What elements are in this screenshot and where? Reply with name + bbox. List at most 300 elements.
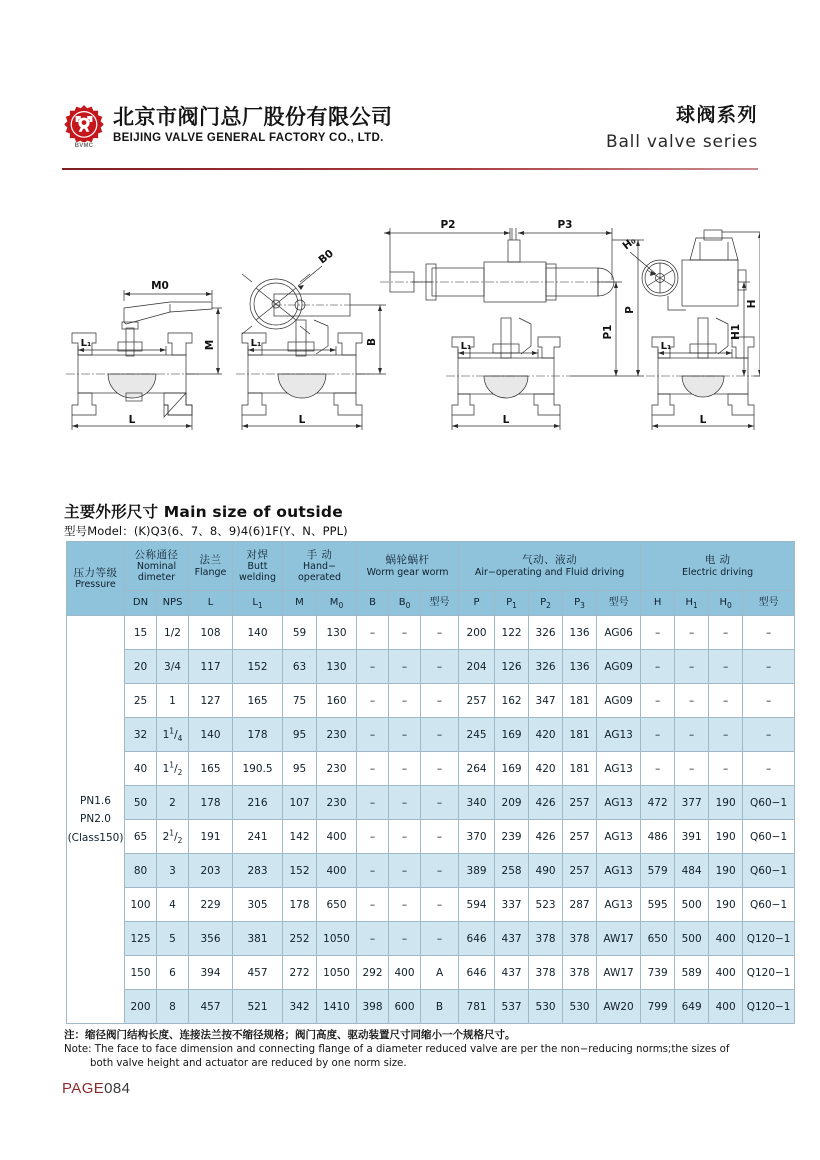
table-row	[67, 684, 795, 718]
series-title-block	[606, 106, 758, 151]
cell-nps: $2^1/_2$	[157, 820, 189, 854]
dim-label-l1-pneu: L₁	[460, 341, 472, 352]
cell-l: 165	[189, 752, 233, 786]
cell-nps: $1^1/_4$	[157, 718, 189, 752]
cell-l1: 190.5	[233, 752, 283, 786]
cell-p2: 378	[529, 956, 563, 990]
cell-b0: –	[389, 854, 421, 888]
cell-l: 191	[189, 820, 233, 854]
gear-logo-icon	[62, 104, 106, 142]
cell-p3: 136	[563, 650, 597, 684]
header-air-fluid	[459, 542, 641, 591]
cell-elec-model: –	[743, 650, 795, 684]
cell-l1: 381	[233, 922, 283, 956]
table-row	[67, 650, 795, 684]
cell-l1: 521	[233, 990, 283, 1024]
cell-p1: 258	[495, 854, 529, 888]
cell-l: 117	[189, 650, 233, 684]
cell-p3: 257	[563, 820, 597, 854]
cell-elec-model: Q120−1	[743, 922, 795, 956]
cell-m0: 1410	[317, 990, 357, 1024]
dim-label-m: M	[204, 339, 216, 351]
cell-dn: 80	[125, 854, 157, 888]
cell-p2: 420	[529, 718, 563, 752]
cell-pressure	[67, 616, 125, 1024]
cell-p: 781	[459, 990, 495, 1024]
cell-h0: –	[709, 718, 743, 752]
cell-worm-model: –	[421, 650, 459, 684]
cell-p: 264	[459, 752, 495, 786]
cell-dn: 65	[125, 820, 157, 854]
cell-dn: 125	[125, 922, 157, 956]
symbol-elec-model: 型号	[743, 591, 795, 616]
cell-p1: 122	[495, 616, 529, 650]
cell-l1: 140	[233, 616, 283, 650]
cell-b: –	[357, 786, 389, 820]
cell-m: 95	[283, 752, 317, 786]
symbol-m: M	[283, 591, 317, 616]
cell-worm-model: –	[421, 786, 459, 820]
header-hand-cn: 手 动	[306, 548, 333, 561]
cell-air-model: AG13	[597, 888, 641, 922]
table-head	[67, 542, 795, 616]
cell-b0: –	[389, 786, 421, 820]
header-butt-cn: 对焊	[246, 548, 269, 561]
cell-nps: 1	[157, 684, 189, 718]
cell-h1: –	[675, 684, 709, 718]
cell-l: 394	[189, 956, 233, 990]
cell-h0: –	[709, 650, 743, 684]
cell-b: –	[357, 650, 389, 684]
cell-h: –	[641, 616, 675, 650]
cell-p: 204	[459, 650, 495, 684]
cell-m: 63	[283, 650, 317, 684]
cell-h1: –	[675, 718, 709, 752]
section-title: 主要外形尺寸 Main size of outside	[64, 503, 343, 521]
symbol-m0: $M_0$	[317, 591, 357, 616]
cell-h: 579	[641, 854, 675, 888]
cell-p2: 523	[529, 888, 563, 922]
cell-l: 203	[189, 854, 233, 888]
cell-air-model: AG13	[597, 786, 641, 820]
cell-p2: 426	[529, 786, 563, 820]
page-number	[62, 1080, 130, 1097]
valve-drawings-svg	[60, 200, 760, 440]
spec-table-wrapper	[66, 541, 791, 1024]
cell-nps: 8	[157, 990, 189, 1024]
pressure-line: (Class150)	[67, 831, 124, 844]
cell-m: 142	[283, 820, 317, 854]
page-word: PAGE	[62, 1080, 105, 1097]
cell-p3: 530	[563, 990, 597, 1024]
cell-dn: 100	[125, 888, 157, 922]
cell-m0: 1050	[317, 956, 357, 990]
header-air-en: Air−operating and Fluid driving	[474, 566, 625, 578]
cell-b: –	[357, 752, 389, 786]
cell-h0: 190	[709, 854, 743, 888]
cell-air-model: AW20	[597, 990, 641, 1024]
cell-elec-model: Q60−1	[743, 820, 795, 854]
note-en-line1: Note: The face to face dimension and connecting flange of a diameter reduced valve are per the non−reducing norms;the sizes of	[64, 1043, 730, 1055]
cell-p: 200	[459, 616, 495, 650]
cell-h1: 649	[675, 990, 709, 1024]
cell-l1: 283	[233, 854, 283, 888]
table-row	[67, 956, 795, 990]
cell-h0: –	[709, 616, 743, 650]
company-name-cn: 北京市阀门总厂股份有限公司	[113, 105, 393, 130]
cell-elec-model: –	[743, 718, 795, 752]
cell-p2: 326	[529, 616, 563, 650]
dim-label-h1: H1	[730, 323, 742, 341]
drawing-pneumatic	[380, 219, 644, 430]
cell-worm-model: –	[421, 718, 459, 752]
table-row	[67, 922, 795, 956]
cell-h: –	[641, 650, 675, 684]
cell-h: 486	[641, 820, 675, 854]
cell-h1: 391	[675, 820, 709, 854]
cell-h: 472	[641, 786, 675, 820]
cell-m0: 230	[317, 752, 357, 786]
table-body	[67, 616, 795, 1024]
cell-p3: 136	[563, 616, 597, 650]
symbol-p1: $P_1$	[495, 591, 529, 616]
drawing-worm-gear	[236, 247, 386, 430]
cell-h: –	[641, 718, 675, 752]
cell-h1: 500	[675, 922, 709, 956]
symbol-h: H	[641, 591, 675, 616]
cell-worm-model: –	[421, 616, 459, 650]
cell-m0: 230	[317, 718, 357, 752]
cell-h0: –	[709, 684, 743, 718]
cell-p1: 162	[495, 684, 529, 718]
cell-p: 646	[459, 922, 495, 956]
cell-l: 140	[189, 718, 233, 752]
cell-b: 292	[357, 956, 389, 990]
cell-p1: 239	[495, 820, 529, 854]
cell-b: –	[357, 888, 389, 922]
symbol-p: P	[459, 591, 495, 616]
cell-air-model: AG13	[597, 854, 641, 888]
series-title-cn: 球阀系列	[675, 104, 758, 126]
cell-elec-model: Q60−1	[743, 786, 795, 820]
cell-air-model: AG09	[597, 684, 641, 718]
cell-b0: –	[389, 616, 421, 650]
dim-label-h: H	[746, 299, 758, 309]
cell-m: 59	[283, 616, 317, 650]
cell-p: 594	[459, 888, 495, 922]
symbol-b0: $B_0$	[389, 591, 421, 616]
header-electric	[641, 542, 795, 591]
cell-m0: 650	[317, 888, 357, 922]
company-logo	[62, 104, 106, 148]
cell-h0: 190	[709, 888, 743, 922]
note-cn: 注：缩径阀门结构长度、连接法兰按不缩径规格；阀门高度、驱动装置尺寸同缩小一个规格尺寸。	[64, 1029, 516, 1041]
cell-p3: 378	[563, 922, 597, 956]
cell-dn: 15	[125, 616, 157, 650]
cell-b0: –	[389, 820, 421, 854]
cell-air-model: AW17	[597, 956, 641, 990]
dim-label-h0: H₀	[620, 234, 639, 253]
dim-label-l-pneu: L	[502, 414, 510, 426]
cell-h: –	[641, 752, 675, 786]
cell-p1: 169	[495, 718, 529, 752]
cell-nps: 1/2	[157, 616, 189, 650]
company-name-block	[113, 107, 393, 145]
cell-b: –	[357, 684, 389, 718]
header-electric-en: Electric driving	[682, 566, 754, 578]
cell-p: 646	[459, 956, 495, 990]
cell-nps: $1^1/_2$	[157, 752, 189, 786]
dim-label-p3: P3	[557, 219, 573, 231]
cell-l1: 152	[233, 650, 283, 684]
cell-m: 107	[283, 786, 317, 820]
cell-l: 178	[189, 786, 233, 820]
cell-h1: –	[675, 650, 709, 684]
cell-worm-model: –	[421, 820, 459, 854]
cell-h: 799	[641, 990, 675, 1024]
cell-air-model: AG09	[597, 650, 641, 684]
cell-nps: 2	[157, 786, 189, 820]
cell-l: 229	[189, 888, 233, 922]
cell-p3: 181	[563, 752, 597, 786]
dim-label-l1-lever: L₁	[80, 338, 92, 349]
cell-m0: 130	[317, 616, 357, 650]
cell-air-model: AG13	[597, 752, 641, 786]
page-header	[62, 104, 758, 166]
cell-dn: 32	[125, 718, 157, 752]
cell-m: 75	[283, 684, 317, 718]
cell-nps: 6	[157, 956, 189, 990]
company-name-en: BEIJING VALVE GENERAL FACTORY CO., LTD.	[113, 132, 384, 145]
cell-elec-model: Q120−1	[743, 990, 795, 1024]
cell-b: 398	[357, 990, 389, 1024]
cell-p: 257	[459, 684, 495, 718]
cell-l: 356	[189, 922, 233, 956]
cell-h0: 400	[709, 922, 743, 956]
header-divider	[62, 168, 758, 170]
cell-elec-model: Q60−1	[743, 888, 795, 922]
cell-h0: –	[709, 752, 743, 786]
cell-h0: 190	[709, 786, 743, 820]
pressure-line: PN1.6	[80, 794, 111, 807]
cell-l1: 241	[233, 820, 283, 854]
cell-m0: 130	[317, 650, 357, 684]
cell-l1: 305	[233, 888, 283, 922]
header-nominal-diameter	[125, 542, 189, 591]
dim-label-p1: P1	[602, 324, 614, 340]
cell-elec-model: Q120−1	[743, 956, 795, 990]
cell-h1: 500	[675, 888, 709, 922]
cell-p2: 347	[529, 684, 563, 718]
cell-p3: 181	[563, 718, 597, 752]
cell-dn: 40	[125, 752, 157, 786]
symbol-l1: $L_1$	[233, 591, 283, 616]
cell-l: 457	[189, 990, 233, 1024]
symbol-b: B	[357, 591, 389, 616]
cell-l: 108	[189, 616, 233, 650]
cell-h0: 400	[709, 990, 743, 1024]
section-model-line: 型号Model：(K)Q3(6、7、8、9)4(6)1F(Y、N、PPL)	[64, 524, 348, 538]
logo-caption: BVMC	[74, 143, 94, 149]
cell-air-model: AG13	[597, 820, 641, 854]
cell-h: 595	[641, 888, 675, 922]
cell-m: 272	[283, 956, 317, 990]
cell-dn: 150	[125, 956, 157, 990]
header-flange-cn: 法兰	[199, 554, 222, 567]
cell-p2: 530	[529, 990, 563, 1024]
drawing-electric	[620, 230, 760, 430]
cell-p1: 126	[495, 650, 529, 684]
cell-p: 370	[459, 820, 495, 854]
cell-m0: 400	[317, 854, 357, 888]
cell-p1: 437	[495, 922, 529, 956]
header-hand-en: Hand− operated	[298, 560, 342, 584]
cell-b0: –	[389, 752, 421, 786]
cell-h0: 400	[709, 956, 743, 990]
cell-nps: 4	[157, 888, 189, 922]
dim-label-l1-worm: L₁	[250, 338, 262, 349]
cell-elec-model: Q60−1	[743, 854, 795, 888]
cell-b0: 400	[389, 956, 421, 990]
cell-m0: 230	[317, 786, 357, 820]
cell-b0: –	[389, 650, 421, 684]
header-flange-en: Flange	[194, 566, 227, 578]
cell-h1: –	[675, 752, 709, 786]
header-pressure-en: Pressure	[75, 579, 116, 591]
cell-l1: 165	[233, 684, 283, 718]
cell-b0: –	[389, 922, 421, 956]
cell-worm-model: B	[421, 990, 459, 1024]
table-row	[67, 616, 795, 650]
cell-p1: 537	[495, 990, 529, 1024]
cell-p: 245	[459, 718, 495, 752]
cell-h: 739	[641, 956, 675, 990]
company-branding	[62, 104, 393, 148]
header-pressure-cn: 压力等级	[73, 566, 118, 579]
cell-l1: 457	[233, 956, 283, 990]
cell-dn: 50	[125, 786, 157, 820]
dim-label-p2: P2	[440, 219, 456, 231]
header-butt-en: Butt welding	[239, 560, 276, 584]
symbol-h0: $H_0$	[709, 591, 743, 616]
cell-m: 252	[283, 922, 317, 956]
table-header-symbol-row	[67, 591, 795, 616]
cell-m: 95	[283, 718, 317, 752]
symbol-p3: $P_3$	[563, 591, 597, 616]
cell-b: –	[357, 718, 389, 752]
cell-m0: 1050	[317, 922, 357, 956]
cell-worm-model: A	[421, 956, 459, 990]
table-row	[67, 854, 795, 888]
dim-label-l-elec: L	[699, 414, 707, 426]
header-air-cn: 气动、液动	[522, 554, 578, 567]
cell-worm-model: –	[421, 684, 459, 718]
header-worm-en: Worm gear worm	[366, 566, 449, 578]
symbol-p2: $P_2$	[529, 591, 563, 616]
table-header-group-row	[67, 542, 795, 591]
cell-nps: 5	[157, 922, 189, 956]
table-row	[67, 752, 795, 786]
note-en	[64, 1043, 764, 1072]
table-row	[67, 786, 795, 820]
cell-worm-model: –	[421, 854, 459, 888]
cell-b0: 600	[389, 990, 421, 1024]
cell-h1: 377	[675, 786, 709, 820]
cell-p3: 257	[563, 786, 597, 820]
drawing-lever-operated	[66, 280, 222, 430]
header-flange	[189, 542, 233, 591]
table-row	[67, 888, 795, 922]
header-electric-cn: 电 动	[704, 554, 731, 567]
symbol-dn: DN	[125, 591, 157, 616]
cell-b0: –	[389, 684, 421, 718]
symbol-l: L	[189, 591, 233, 616]
cell-b0: –	[389, 718, 421, 752]
header-hand-operated	[283, 542, 357, 591]
cell-l1: 216	[233, 786, 283, 820]
main-size-table	[66, 541, 795, 1024]
cell-h: –	[641, 684, 675, 718]
cell-b0: –	[389, 888, 421, 922]
table-note	[64, 1028, 764, 1072]
cell-p3: 181	[563, 684, 597, 718]
cell-p: 340	[459, 786, 495, 820]
cell-p2: 326	[529, 650, 563, 684]
series-title-en: Ball valve series	[606, 132, 758, 152]
cell-m: 342	[283, 990, 317, 1024]
header-worm-gear	[357, 542, 459, 591]
cell-b: –	[357, 922, 389, 956]
cell-b: –	[357, 820, 389, 854]
dim-label-l-lever: L	[128, 414, 136, 426]
cell-air-model: AG13	[597, 718, 641, 752]
cell-worm-model: –	[421, 888, 459, 922]
cell-l1: 178	[233, 718, 283, 752]
page-number-value: 084	[104, 1080, 131, 1097]
dim-label-b: B	[366, 337, 378, 347]
cell-p2: 426	[529, 820, 563, 854]
cell-l: 127	[189, 684, 233, 718]
cell-dn: 200	[125, 990, 157, 1024]
cell-worm-model: –	[421, 922, 459, 956]
note-en-line2: both valve height and actuator are reduced by one norm size.	[90, 1058, 407, 1070]
table-row	[67, 718, 795, 752]
symbol-worm-model: 型号	[421, 591, 459, 616]
table-row	[67, 820, 795, 854]
cell-p2: 420	[529, 752, 563, 786]
dim-label-p: P	[624, 306, 636, 314]
table-row	[67, 990, 795, 1024]
dim-label-l1-elec: L₁	[660, 341, 672, 352]
symbol-nps: NPS	[157, 591, 189, 616]
cell-dn: 25	[125, 684, 157, 718]
cell-m: 178	[283, 888, 317, 922]
cell-p1: 437	[495, 956, 529, 990]
dim-label-b0: B0	[316, 247, 336, 267]
cell-p: 389	[459, 854, 495, 888]
cell-h0: 190	[709, 820, 743, 854]
cell-nps: 3	[157, 854, 189, 888]
header-pressure	[67, 542, 125, 616]
cell-air-model: AW17	[597, 922, 641, 956]
header-worm-cn: 蜗轮蜗杆	[385, 554, 430, 567]
cell-p3: 378	[563, 956, 597, 990]
cell-dn: 20	[125, 650, 157, 684]
cell-m0: 400	[317, 820, 357, 854]
symbol-air-model: 型号	[597, 591, 641, 616]
cell-p1: 209	[495, 786, 529, 820]
pressure-line: PN2.0	[80, 813, 111, 826]
